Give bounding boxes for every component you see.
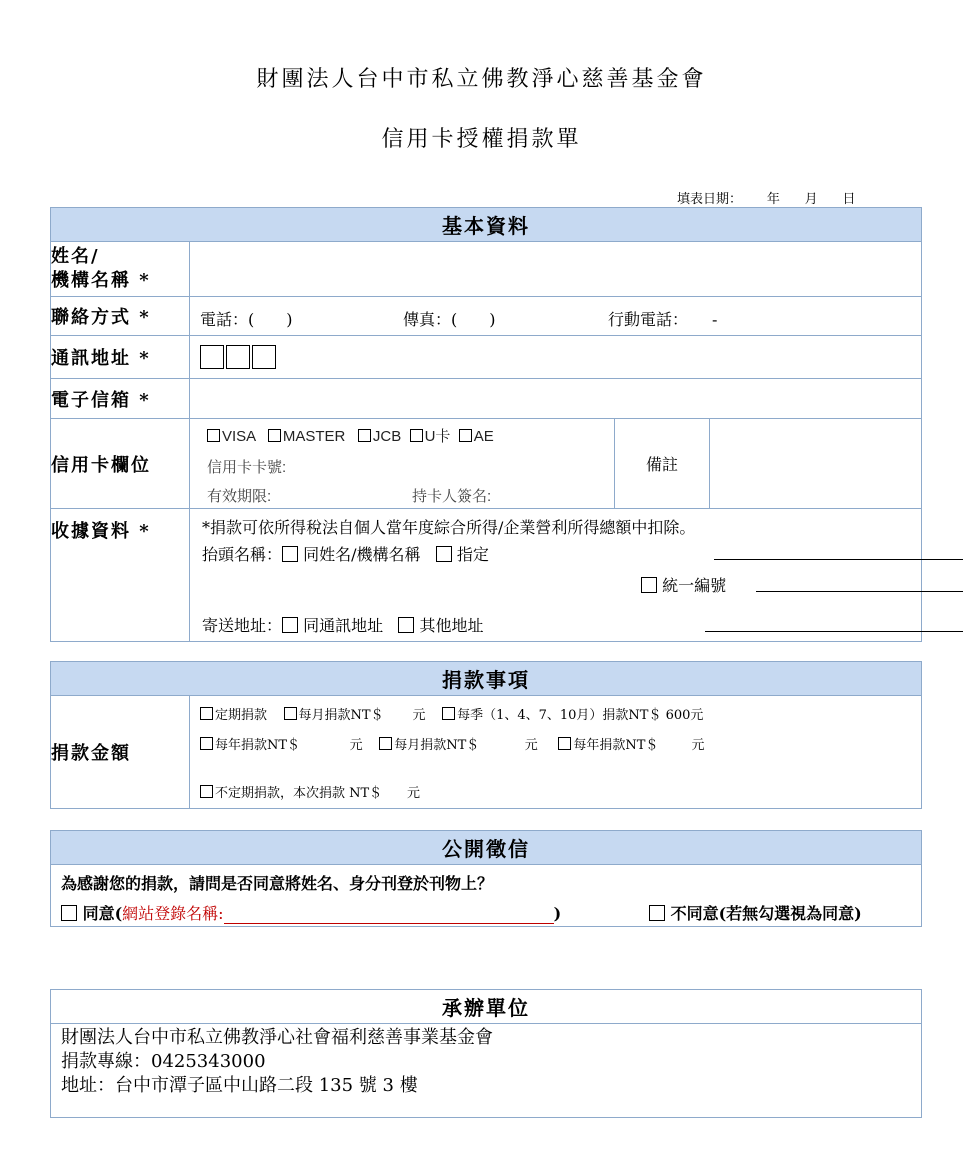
donation-header: 捐款事項 (51, 662, 922, 696)
amount-label: 捐款金額 (51, 696, 190, 809)
card-ae[interactable]: AE (459, 428, 494, 445)
expiry-date[interactable]: 有效期限: (207, 488, 272, 505)
mobile-field[interactable]: 行動電話： - (608, 310, 718, 329)
agree-row: 同意(網站登錄名稱: ) (61, 901, 561, 924)
email-label: 電子信箱 * (51, 379, 190, 419)
tax-id-line[interactable] (756, 591, 963, 592)
card-u[interactable]: U卡 (410, 428, 451, 445)
address-label: 通訊地址 * (51, 336, 190, 379)
remark-label: 備註 (615, 419, 710, 509)
contact-field[interactable] (190, 297, 922, 336)
amount-row-1 (200, 704, 703, 723)
handler-address: 地址：台中市潭子區中山路二段 135 號 3 樓 (61, 1075, 418, 1096)
card-master[interactable]: MASTER (268, 428, 346, 445)
date-label: 填表日期： (677, 192, 743, 207)
org-title: 財團法人台中市私立佛教淨心慈善基金會 (256, 67, 707, 92)
disagree-checkbox[interactable] (649, 905, 665, 921)
date-year: 年 (766, 192, 780, 207)
card-field (190, 419, 615, 509)
date-month: 月 (804, 192, 818, 207)
handler-org: 財團法人台中市私立佛教淨心社會福利慈善事業基金會 (61, 1027, 493, 1048)
email-field[interactable] (190, 379, 922, 419)
handler-table (50, 989, 922, 1118)
receipt-note: *捐款可依所得稅法自個人當年度綜合所得/企業營利所得總額中扣除。 (202, 518, 696, 537)
amount-row-3 (200, 782, 420, 801)
address-field[interactable] (190, 336, 922, 379)
cardholder-signature[interactable]: 持卡人簽名: (412, 488, 492, 505)
name-field[interactable] (190, 242, 922, 297)
monthly-option[interactable]: 每月捐款NT＄ 元 (284, 708, 426, 723)
zip-box[interactable] (226, 345, 250, 369)
zip-box[interactable] (200, 345, 224, 369)
receipt-field (190, 509, 922, 642)
monthly-option-2[interactable]: 每月捐款NT＄ 元 (379, 738, 538, 753)
site-name-label: 網站登錄名稱: (122, 904, 224, 923)
receipt-header-row: 抬頭名稱： 同姓名/機構名稱 指定 (202, 545, 489, 564)
irregular-option[interactable]: 不定期捐款，本次捐款 NT＄ 元 (200, 786, 420, 801)
contact-label: 聯絡方式 * (51, 297, 190, 336)
basic-info-table (50, 207, 922, 642)
fax-field[interactable]: 傳真：( ) (403, 310, 496, 329)
yearly-option-2[interactable]: 每年捐款NT＄ 元 (558, 738, 704, 753)
other-address-checkbox[interactable] (398, 617, 414, 633)
card-type-options (207, 425, 494, 446)
public-header: 公開徵信 (51, 831, 922, 865)
zip-box[interactable] (252, 345, 276, 369)
other-address-line[interactable] (705, 631, 963, 632)
send-address-row: 寄送地址： 同通訊地址 其他地址 (202, 616, 484, 635)
remark-field[interactable] (710, 419, 922, 509)
designated-checkbox[interactable] (436, 546, 452, 562)
card-label: 信用卡欄位 (51, 419, 190, 509)
disagree-row: 不同意(若無勾選視為同意) (649, 901, 862, 924)
card-visa[interactable]: VISA (207, 428, 255, 445)
yearly-option[interactable]: 每年捐款NT＄ 元 (200, 738, 363, 753)
date-day: 日 (842, 192, 856, 207)
tax-id-checkbox[interactable] (641, 577, 657, 593)
handler-phone: 捐款專線：0425343000 (61, 1051, 266, 1072)
same-address-checkbox[interactable] (282, 617, 298, 633)
amount-row-2 (200, 734, 705, 753)
basic-info-header: 基本資料 (51, 208, 922, 242)
fill-date (677, 188, 855, 207)
donation-table (50, 661, 922, 809)
public-field (51, 865, 922, 927)
designated-name-line[interactable] (714, 559, 963, 560)
tax-id-row: 統一編號 (641, 573, 726, 596)
regular-option[interactable]: 定期捐款 (200, 708, 267, 723)
site-name-line[interactable] (224, 923, 554, 924)
handler-info (51, 1024, 922, 1118)
phone-field[interactable]: 電話：( ) (200, 310, 293, 329)
public-table (50, 830, 922, 927)
quarterly-option[interactable]: 每季（1、4、7、10月）捐款NT＄ 600元 (442, 708, 703, 723)
receipt-label: 收據資料 * (51, 509, 190, 642)
card-jcb[interactable]: JCB (358, 428, 401, 445)
handler-header: 承辦單位 (51, 990, 922, 1024)
form-title: 信用卡授權捐款單 (381, 127, 582, 152)
agree-checkbox[interactable] (61, 905, 77, 921)
name-label: 姓名/ 機構名稱 * (51, 242, 190, 297)
same-name-checkbox[interactable] (282, 546, 298, 562)
amount-field (190, 696, 922, 809)
public-question: 為感謝您的捐款，請問是否同意將姓名、身分刊登於刊物上？ (61, 874, 494, 893)
card-number[interactable]: 信用卡卡號: (207, 459, 287, 476)
